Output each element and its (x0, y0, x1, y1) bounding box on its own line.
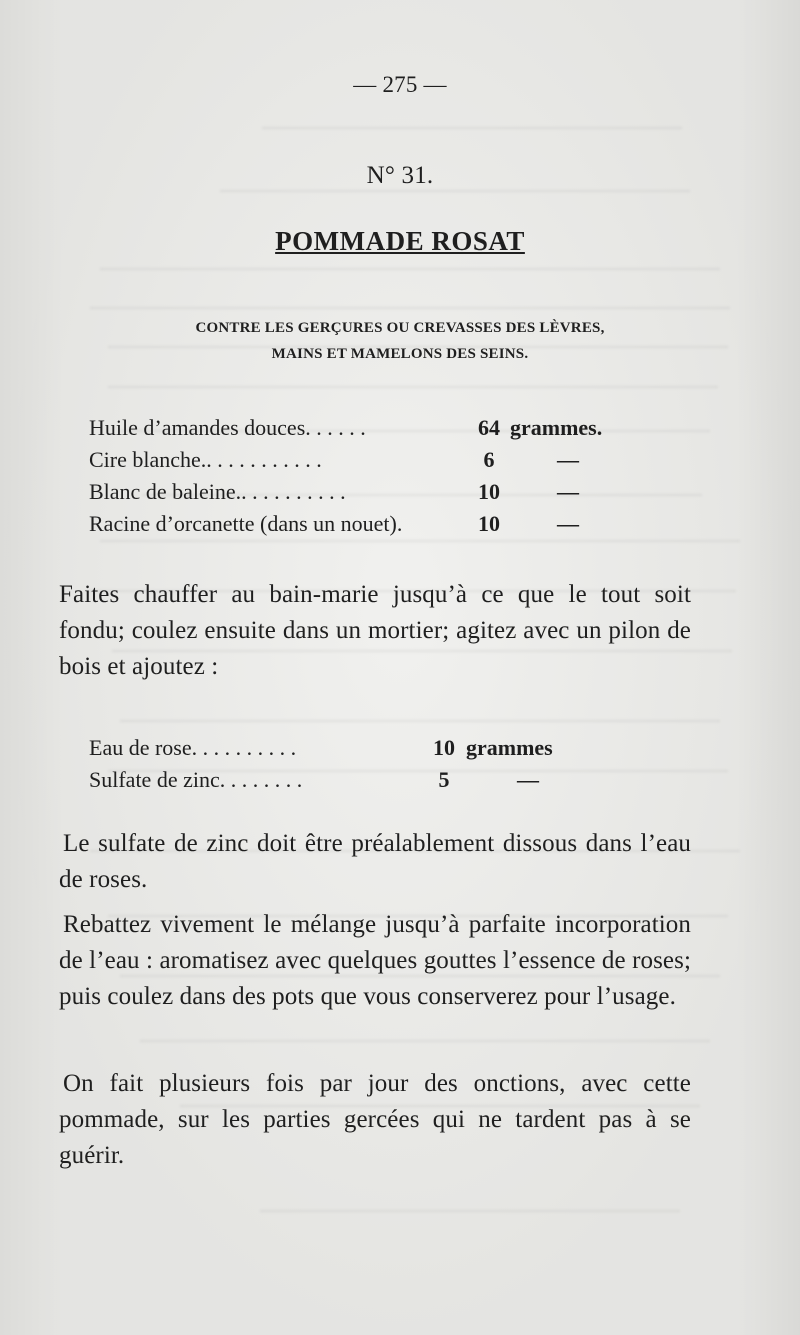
ingredient-row (89, 732, 639, 764)
ghost-line (90, 307, 730, 309)
ghost-line (120, 720, 720, 722)
instruction-paragraph: Le sulfate de zinc doit être préalablement dissous dans l’eau de roses. (59, 830, 691, 893)
ghost-line (108, 386, 718, 388)
ingredient-unit: grammes (466, 735, 553, 760)
subtitle-line-1: CONTRE LES GERÇURES OU CREVASSES DES LÈVRES, (195, 320, 605, 336)
ingredient-list-secondary (89, 732, 639, 796)
ingredient-label: Blanc de baleine.. . . . . . . . . . (89, 479, 346, 504)
ghost-line (262, 127, 682, 129)
page-number: — 275 — (353, 72, 447, 97)
ingredient-row (89, 476, 639, 508)
ingredient-quantity: 64 (478, 415, 500, 440)
page-title: POMMADE ROSAT (275, 226, 525, 256)
ingredient-quantity: 6 (483, 447, 495, 472)
ghost-line (260, 1210, 680, 1212)
ingredient-label: Eau de rose. . . . . . . . . . (89, 735, 297, 760)
ingredient-unit: — (557, 479, 579, 504)
instruction-paragraph: On fait plusieurs fois par jour des onctions, avec cette pommade, sur les parties gercées qui ne tardent pas à se guérir. (59, 1070, 691, 1169)
ingredient-list-primary (89, 412, 639, 540)
ingredient-quantity: 10 (433, 735, 455, 760)
ingredient-label: Sulfate de zinc. . . . . . . . (89, 767, 303, 792)
ingredient-unit: — (557, 447, 579, 472)
ingredient-row (89, 412, 639, 444)
ghost-line (100, 540, 740, 542)
ingredient-unit: grammes. (510, 415, 603, 440)
ghost-line (220, 190, 690, 192)
ghost-line (140, 1040, 710, 1042)
ingredient-label: Huile d’amandes douces. . . . . . (89, 415, 366, 440)
ingredient-label: Cire blanche.. . . . . . . . . . . (89, 447, 322, 472)
ingredient-unit: — (557, 511, 579, 536)
ingredient-label: Racine d’orcanette (dans un nouet). (89, 511, 403, 536)
recipe-number: N° 31. (366, 162, 434, 189)
instruction-paragraph: Rebattez vivement le mélange jusqu’à parfaite incorporation de l’eau : aromatisez avec quelques gouttes l’essence de roses; puis coulez dans des pots que vous conserverez pour l’usage. (59, 911, 691, 1010)
ingredient-quantity: 10 (478, 511, 500, 536)
ingredient-row (89, 508, 639, 540)
instruction-paragraph: Faites chauffer au bain-marie jusqu’à ce que le tout soit fondu; coulez ensuite dans un mortier; agitez avec un pilon de bois et ajoutez : (59, 581, 691, 680)
ghost-line (100, 268, 720, 270)
ingredient-quantity: 10 (478, 479, 500, 504)
ingredient-row (89, 444, 639, 476)
ingredient-row (89, 764, 639, 796)
ingredient-quantity: 5 (438, 767, 450, 792)
subtitle-line-2: MAINS ET MAMELONS DES SEINS. (271, 346, 529, 362)
ingredient-unit: — (517, 767, 539, 792)
